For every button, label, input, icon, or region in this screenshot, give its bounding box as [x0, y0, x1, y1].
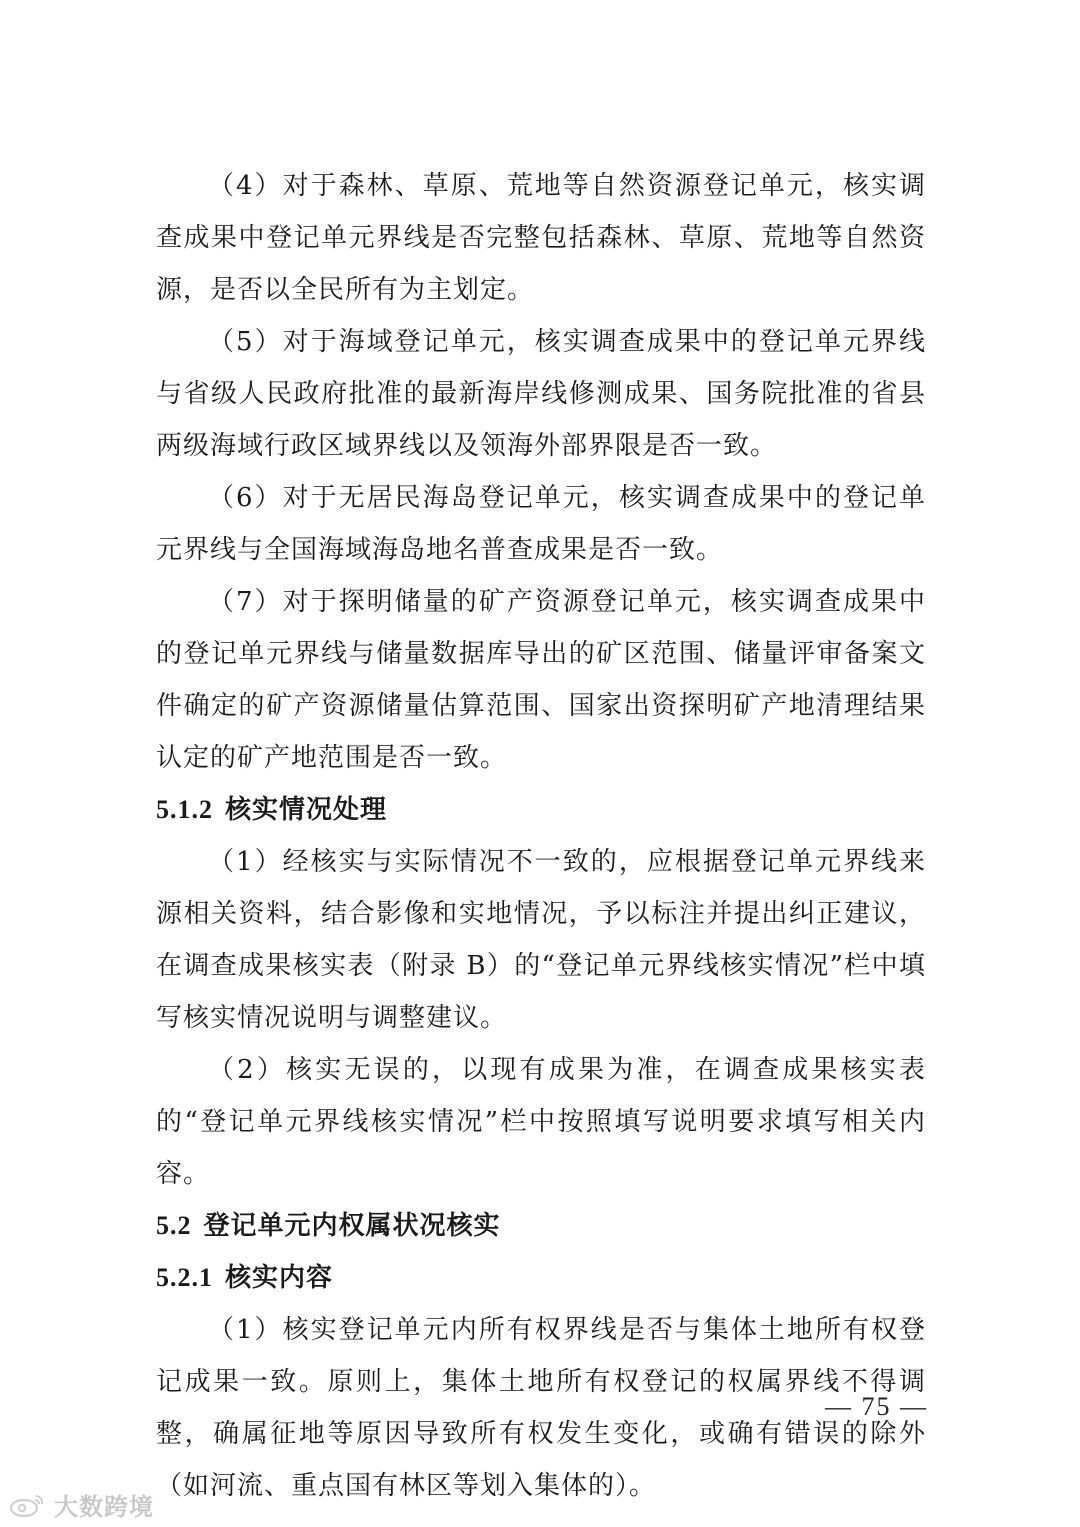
page-body — [156, 160, 926, 1512]
paragraph-handling-2: （2）核实无误的，以现有成果为准，在调查成果核实表的“登记单元界线核实情况”栏中按照填写说明要求填写相关内容。 — [156, 1055, 926, 1189]
section-title: 核实情况处理 — [225, 795, 388, 825]
paragraph-handling-1: （1）经核实与实际情况不一致的，应根据登记单元界线来源相关资料，结合影像和实地情况，予以标注并提出纠正建议，在调查成果核实表（附录 B）的“登记单元界线核实情况”栏中填写核实情况说明与调整建议。 — [156, 847, 926, 1033]
section-number: 5.1.2 — [156, 795, 213, 824]
paragraph-4: （4）对于森林、草原、荒地等自然资源登记单元，核实调查成果中登记单元界线是否完整包括森林、草原、荒地等自然资源，是否以全民所有为主划定。 — [156, 171, 926, 305]
page-number: — 75 — — [825, 1392, 928, 1421]
section-title: 登记单元内权属状况核实 — [203, 1211, 501, 1241]
section-heading-5-1-2 — [156, 784, 926, 836]
watermark-text: 大数跨境 — [54, 1493, 154, 1521]
weibo-like-logo-icon — [8, 1492, 48, 1518]
section-heading-5-2-1 — [156, 1252, 926, 1304]
section-heading-5-2 — [156, 1200, 926, 1252]
paragraph-content-1: （1）核实登记单元内所有权界线是否与集体土地所有权登记成果一致。原则上，集体土地所有权登记的权属界线不得调整，确属征地等原因导致所有权发生变化，或确有错误的除外（如河流、重点国有林区等划入集体的）。 — [156, 1315, 926, 1501]
paragraph-6: （6）对于无居民海岛登记单元，核实调查成果中的登记单元界线与全国海域海岛地名普查成果是否一致。 — [156, 483, 926, 565]
paragraph-7: （7）对于探明储量的矿产资源登记单元，核实调查成果中的登记单元界线与储量数据库导出的矿区范围、储量评审备案文件确定的矿产资源储量估算范围、国家出资探明矿产地清理结果认定的矿产地范围是否一致。 — [156, 587, 926, 773]
paragraph-5: （5）对于海域登记单元，核实调查成果中的登记单元界线与省级人民政府批准的最新海岸线修测成果、国务院批准的省县两级海域行政区域界线以及领海外部界限是否一致。 — [156, 327, 926, 461]
watermark — [8, 1487, 154, 1522]
section-title: 核实内容 — [225, 1263, 334, 1293]
section-number: 5.2 — [156, 1211, 192, 1240]
section-number: 5.2.1 — [156, 1263, 213, 1292]
